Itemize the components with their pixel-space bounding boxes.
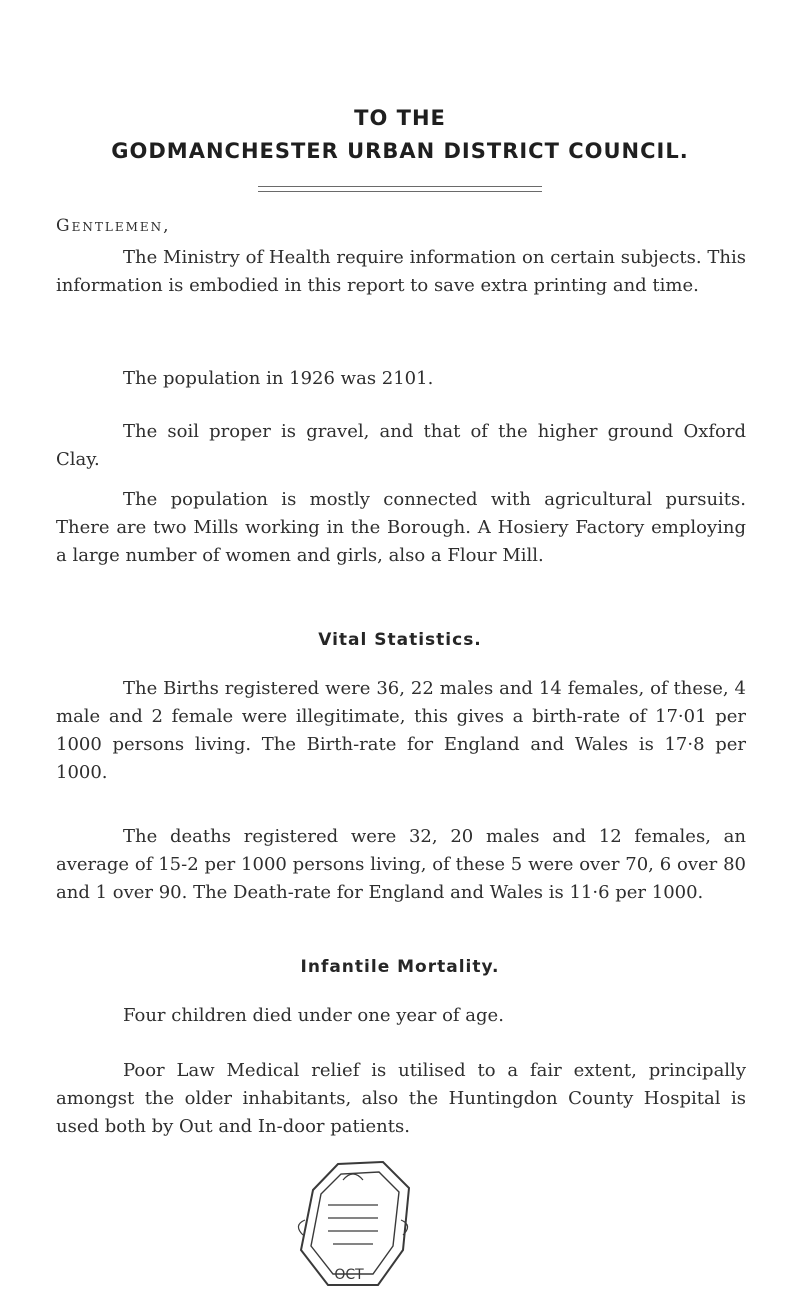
intro-paragraph: The Ministry of Health require information on certain subjects. This information is embodied in this report to save extra printing and time.: [56, 247, 746, 296]
title-line-2: GODMANCHESTER URBAN DISTRICT COUNCIL.: [111, 139, 689, 163]
infantile-mortality-heading: Infantile Mortality.: [300, 957, 500, 977]
population-paragraph: The population in 1926 was 2101.: [123, 368, 434, 389]
vital-statistics-heading: Vital Statistics.: [318, 630, 482, 650]
title-divider-top: [258, 186, 542, 187]
library-stamp-icon: [283, 1150, 423, 1300]
stamp-text: OCT: [334, 1267, 364, 1283]
title-divider-bottom: [258, 191, 542, 192]
soil-paragraph: The soil proper is gravel, and that of the higher ground Oxford Clay.: [56, 421, 746, 470]
infantile-mortality-paragraph: Four children died under one year of age.: [123, 1005, 504, 1026]
occupations-paragraph: The population is mostly connected with agricultural pursuits. There are two Mills working in the Borough. A Hosiery Factory employing a large number of women and girls, also a Flour Mill.: [56, 489, 746, 566]
title-line-1: TO THE: [354, 106, 446, 130]
deaths-paragraph: The deaths registered were 32, 20 males and 12 females, an average of 15-2 per 1000 persons living, of these 5 were over 70, 6 over 80 and 1 over 90. The Death-rate for England and Wales is 11·6 per 1000.: [56, 826, 746, 903]
poor-law-paragraph: Poor Law Medical relief is utilised to a fair extent, principally amongst the older inhabitants, also the Huntingdon County Hospital is used both by Out and In-door patients.: [56, 1060, 746, 1137]
salutation: Gentlemen,: [56, 216, 171, 236]
births-paragraph: The Births registered were 36, 22 males and 14 females, of these, 4 male and 2 female were illegitimate, this gives a birth-rate of 17·01 per 1000 persons living. The Birth-rate for England and Wales is 17·8 per 1000.: [56, 678, 746, 783]
